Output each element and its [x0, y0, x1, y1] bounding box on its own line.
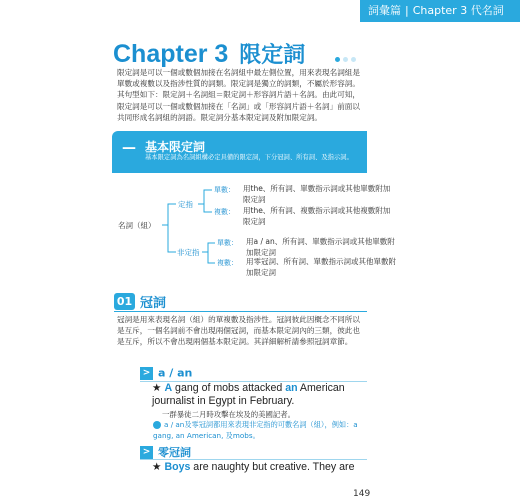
example-text-2: American journalist in Egypt in February. [152, 382, 345, 407]
leaf-text-definite-singular: 用the、所有詞、單數指示詞或其他單數附加限定詞 [243, 184, 391, 204]
tree-branch-indefinite: 非定指 [177, 248, 200, 257]
running-header [360, 0, 520, 22]
example-keyword-a: A [164, 382, 173, 394]
star-icon: ★ [152, 461, 162, 473]
banner-dash: — [122, 140, 136, 156]
section-01-paragraph: 冠詞是用來表現名詞（組）的單複數及指涉性。冠詞彼此因概念不同所以是互斥，一個名詞前不會出現兩個冠詞，而基本限定詞內的三類，彼此也是互斥，所以不會出現兩個基本限定詞。其詳細解析請參照冠詞章節。 [117, 315, 360, 347]
leaf-label-indefinite-singular: 單數： [217, 239, 238, 247]
subhead-a-an-title: a / an [158, 366, 193, 380]
chapter-title [113, 38, 305, 69]
banner-title: 基本限定詞 [145, 140, 206, 154]
leaf-label-definite-singular: 單數： [214, 186, 235, 194]
example-text-1: gang of mobs attacked [172, 382, 286, 394]
header-separator: | [405, 4, 409, 17]
section-banner [112, 131, 367, 173]
star-icon: ★ [152, 382, 162, 394]
banner-description: 基本限定詞為名詞組構必定具備的限定詞，下分冠詞、所有詞、及指示詞。 [145, 154, 353, 161]
lightbulb-icon [153, 421, 161, 429]
chapter-number: 3 [214, 40, 229, 68]
example-zero-text: are naughty but creative. They are [190, 461, 355, 473]
section-01-heading [114, 291, 166, 311]
leaf-text-indefinite-singular: 用a / an、所有詞、單數指示詞或其他單數附加限定詞 [246, 237, 395, 257]
example-keyword-boys: Boys [164, 461, 191, 473]
subhead-zero-rule [140, 459, 367, 460]
subhead-a-an [140, 366, 192, 380]
leaf-text-indefinite-plural: 用零冠詞、所有詞、單數指示詞或其他單數附加限定詞 [246, 257, 396, 277]
chapter-name: 限定詞 [239, 43, 306, 68]
example-a-an-translation: 一群暴徒二月時攻擊在埃及的美國記者。 [162, 410, 296, 419]
example-zero-article [152, 461, 372, 474]
section-number-badge: 01 [114, 293, 135, 310]
example-a-an [152, 382, 367, 408]
dot-icon [335, 57, 340, 62]
dot-icon [351, 57, 356, 62]
subhead-zero-article-title: 零冠詞 [158, 446, 191, 459]
section-01-rule [114, 311, 367, 312]
tree-root: 名詞（組） [118, 221, 156, 230]
dot-icon [343, 57, 348, 62]
tree-branch-definite: 定指 [178, 200, 193, 209]
subhead-zero-article [140, 444, 191, 460]
leaf-label-indefinite-plural: 複數： [217, 259, 238, 267]
section-01-title: 冠詞 [140, 296, 167, 311]
decorative-dots [335, 47, 359, 66]
page-number: 149 [353, 489, 371, 499]
chapter-label: Chapter [113, 40, 208, 68]
note-a-an [153, 420, 368, 441]
header-section: 詞彙篇 [368, 4, 401, 17]
intro-paragraph: 限定詞是可以一個或數個加接在名詞組中最左側位置，用來表現名詞組是單數或複數以及指涉性質的詞類。限定詞是獨立的詞類，不屬於形容詞。其句型如下：限定詞＋名詞組＝限定詞＋形容詞片語＋名詞。由此可知，限定詞是可以一個或數個加接在「名詞」或「形容詞片語＋名詞」前面以共同形成名詞組的詞語。限定詞分基本限定詞及附加限定詞。 [117, 68, 360, 122]
arrow-right-icon: > [140, 446, 153, 459]
leaf-label-definite-plural: 複數： [214, 208, 235, 216]
arrow-right-icon: > [140, 367, 153, 380]
header-chapter-ref: Chapter 3 代名詞 [412, 4, 504, 17]
note-a-an-text: a / an及零冠詞都用來表現非定指的可數名詞（組），例如：a gang, an American, 及mobs。 [153, 420, 358, 440]
leaf-text-definite-plural: 用the、所有詞、複數指示詞或其他複數附加限定詞 [243, 206, 391, 226]
example-keyword-an: an [285, 382, 298, 394]
